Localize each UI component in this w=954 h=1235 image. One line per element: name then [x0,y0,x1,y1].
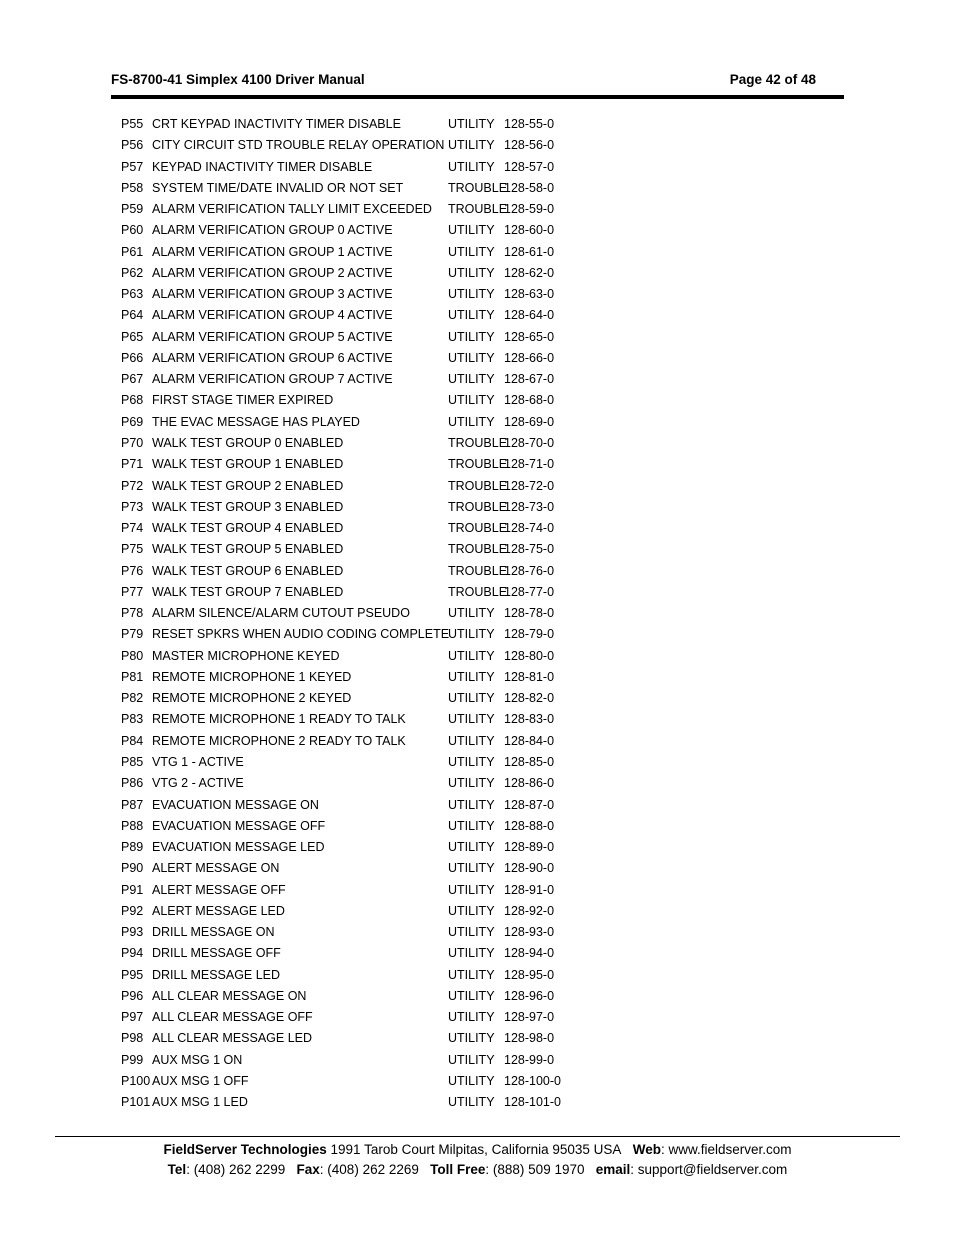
point-description: REMOTE MICROPHONE 2 READY TO TALK [152,733,406,748]
point-address: 128-59-0 [504,202,555,217]
point-type: TROUBLE [448,499,508,514]
point-description: ALARM VERIFICATION GROUP 0 ACTIVE [152,223,393,238]
point-description: DRILL MESSAGE ON [152,925,275,940]
list-item [121,731,641,752]
point-address: 128-64-0 [504,308,555,323]
point-type: TROUBLE [448,180,508,195]
point-address: 128-80-0 [504,648,555,663]
point-address: 128-81-0 [504,669,555,684]
list-item [121,582,641,603]
point-description: DRILL MESSAGE OFF [152,946,281,961]
point-description: EVACUATION MESSAGE LED [152,840,325,855]
point-description: VTG 1 - ACTIVE [152,754,244,769]
point-description: WALK TEST GROUP 3 ENABLED [152,499,344,514]
list-item [121,837,641,858]
list-item [121,327,641,348]
point-address: 128-88-0 [504,818,555,833]
list-item [121,284,641,305]
list-item [121,114,641,135]
list-item [121,1028,641,1049]
point-address: 128-87-0 [504,797,555,812]
point-address: 128-61-0 [504,244,555,259]
list-item [121,1050,641,1071]
point-id: P93 [121,925,144,940]
point-id: P90 [121,861,144,876]
point-address: 128-85-0 [504,754,555,769]
point-type: UTILITY [448,244,495,259]
point-id: P100 [121,1073,151,1088]
point-id: P72 [121,478,144,493]
point-type: UTILITY [448,329,495,344]
point-type: TROUBLE [448,478,508,493]
list-item [121,624,641,645]
point-type: TROUBLE [448,435,508,450]
point-id: P82 [121,691,144,706]
point-description: WALK TEST GROUP 7 ENABLED [152,584,344,599]
point-description: ALARM VERIFICATION GROUP 5 ACTIVE [152,329,393,344]
point-address: 128-83-0 [504,712,555,727]
point-id: P80 [121,648,144,663]
point-id: P87 [121,797,144,812]
point-description: ALARM SILENCE/ALARM CUTOUT PSEUDO [152,606,410,621]
point-address: 128-76-0 [504,563,555,578]
point-type: UTILITY [448,1095,495,1110]
point-type: TROUBLE [448,521,508,536]
document-title: FS-8700-41 Simplex 4100 Driver Manual [111,72,365,87]
point-address: 128-60-0 [504,223,555,238]
point-type: UTILITY [448,712,495,727]
point-id: P77 [121,584,144,599]
list-item [121,518,641,539]
point-id: P62 [121,265,144,280]
point-address: 128-65-0 [504,329,555,344]
point-description: KEYPAD INACTIVITY TIMER DISABLE [152,159,373,174]
point-type: UTILITY [448,946,495,961]
point-id: P74 [121,521,144,536]
point-list [121,114,641,1113]
point-type: UTILITY [448,840,495,855]
list-item [121,943,641,964]
point-address: 128-70-0 [504,435,555,450]
fax-label: Fax [296,1161,320,1177]
point-description: ALARM VERIFICATION TALLY LIMIT EXCEEDED [152,202,432,217]
point-description: AUX MSG 1 ON [152,1052,243,1067]
point-address: 128-69-0 [504,414,555,429]
point-description: EVACUATION MESSAGE OFF [152,818,326,833]
page-number: Page 42 of 48 [729,72,816,87]
list-item [121,752,641,773]
point-description: EVACUATION MESSAGE ON [152,797,319,812]
list-item [121,412,641,433]
list-item [121,157,641,178]
list-item [121,348,641,369]
tel-value: : (408) 262 2299 [186,1161,286,1177]
point-address: 128-89-0 [504,840,555,855]
point-type: TROUBLE [448,457,508,472]
list-item [121,369,641,390]
point-address: 128-90-0 [504,861,555,876]
point-type: UTILITY [448,882,495,897]
list-item [121,433,641,454]
point-id: P79 [121,627,144,642]
web-link[interactable]: : www.fieldserver.com [660,1142,792,1157]
list-item [121,454,641,475]
point-type: UTILITY [448,903,495,918]
point-type: UTILITY [448,1052,495,1067]
point-description: AUX MSG 1 OFF [152,1073,249,1088]
point-id: P68 [121,393,144,408]
point-description: ALERT MESSAGE ON [152,861,280,876]
point-description: WALK TEST GROUP 5 ENABLED [152,542,344,557]
point-id: P75 [121,542,144,557]
tollfree-label: Toll Free [430,1161,486,1177]
point-address: 128-77-0 [504,584,555,599]
point-description: ALARM VERIFICATION GROUP 1 ACTIVE [152,244,393,259]
point-type: UTILITY [448,159,495,174]
point-address: 128-58-0 [504,180,555,195]
tollfree-value: : (888) 509 1970 [485,1161,585,1177]
point-description: SYSTEM TIME/DATE INVALID OR NOT SET [152,180,404,195]
point-type: UTILITY [448,861,495,876]
list-item [121,667,641,688]
point-address: 128-93-0 [504,925,555,940]
point-type: UTILITY [448,648,495,663]
list-item [121,1007,641,1028]
point-type: TROUBLE [448,584,508,599]
point-id: P86 [121,776,144,791]
point-address: 128-79-0 [504,627,555,642]
point-address: 128-57-0 [504,159,555,174]
point-id: P66 [121,350,144,365]
point-type: UTILITY [448,818,495,833]
point-type: TROUBLE [448,542,508,557]
point-type: UTILITY [448,627,495,642]
point-address: 128-62-0 [504,265,555,280]
point-type: UTILITY [448,1073,495,1088]
list-item [121,646,641,667]
point-address: 128-92-0 [504,903,555,918]
point-type: UTILITY [448,669,495,684]
point-id: P71 [121,457,144,472]
point-description: ALL CLEAR MESSAGE LED [152,1031,313,1046]
list-item [121,688,641,709]
point-id: P63 [121,287,144,302]
point-description: ALERT MESSAGE LED [152,903,285,918]
point-address: 128-82-0 [504,691,555,706]
point-description: ALL CLEAR MESSAGE ON [152,988,307,1003]
point-description: WALK TEST GROUP 4 ENABLED [152,521,344,536]
point-description: REMOTE MICROPHONE 2 KEYED [152,691,352,706]
point-description: MASTER MICROPHONE KEYED [152,648,340,663]
list-item [121,858,641,879]
point-type: UTILITY [448,372,495,387]
point-address: 128-97-0 [504,1010,555,1025]
list-item [121,263,641,284]
point-id: P78 [121,606,144,621]
point-id: P97 [121,1010,144,1025]
point-description: ALERT MESSAGE OFF [152,882,286,897]
list-item [121,1071,641,1092]
point-address: 128-86-0 [504,776,555,791]
point-id: P101 [121,1095,151,1110]
point-description: ALL CLEAR MESSAGE OFF [152,1010,313,1025]
list-item [121,178,641,199]
point-address: 128-95-0 [504,967,555,982]
point-description: DRILL MESSAGE LED [152,967,281,982]
point-id: P85 [121,754,144,769]
list-item [121,199,641,220]
point-address: 128-71-0 [504,457,555,472]
list-item [121,220,641,241]
point-description: WALK TEST GROUP 2 ENABLED [152,478,344,493]
list-item [121,135,641,156]
point-description: VTG 2 - ACTIVE [152,776,244,791]
point-address: 128-56-0 [504,138,555,153]
point-description: ALARM VERIFICATION GROUP 6 ACTIVE [152,350,393,365]
list-item [121,965,641,986]
list-item [121,986,641,1007]
point-address: 128-84-0 [504,733,555,748]
point-type: UTILITY [448,988,495,1003]
point-type: UTILITY [448,733,495,748]
point-address: 128-55-0 [504,117,555,131]
point-address: 128-96-0 [504,988,555,1003]
page-footer [55,1140,900,1179]
point-description: ALARM VERIFICATION GROUP 4 ACTIVE [152,308,393,323]
point-id: P99 [121,1052,144,1067]
list-item [121,497,641,518]
point-description: THE EVAC MESSAGE HAS PLAYED [152,414,360,429]
point-address: 128-100-0 [504,1073,561,1088]
list-item [121,539,641,560]
point-type: UTILITY [448,138,495,153]
point-id: P88 [121,818,144,833]
point-type: UTILITY [448,754,495,769]
point-type: UTILITY [448,117,495,131]
footer-divider [55,1136,900,1137]
point-id: P84 [121,733,144,748]
point-type: UTILITY [448,1010,495,1025]
point-address: 128-99-0 [504,1052,555,1067]
point-type: UTILITY [448,393,495,408]
fax-value: : (408) 262 2269 [319,1161,419,1177]
point-address: 128-94-0 [504,946,555,961]
point-id: P83 [121,712,144,727]
point-address: 128-66-0 [504,350,555,365]
list-item [121,795,641,816]
header-divider [111,95,844,99]
list-item [121,816,641,837]
point-type: UTILITY [448,691,495,706]
point-type: UTILITY [448,223,495,238]
point-id: P59 [121,202,144,217]
point-address: 128-73-0 [504,499,555,514]
point-description: ALARM VERIFICATION GROUP 7 ACTIVE [152,372,393,387]
point-id: P67 [121,372,144,387]
point-description: CITY CIRCUIT STD TROUBLE RELAY OPERATION [152,138,445,153]
point-id: P58 [121,180,144,195]
point-description: REMOTE MICROPHONE 1 KEYED [152,669,352,684]
list-item [121,901,641,922]
point-type: TROUBLE [448,202,508,217]
point-id: P89 [121,840,144,855]
list-item [121,390,641,411]
point-id: P94 [121,946,144,961]
point-id: P60 [121,223,144,238]
point-address: 128-98-0 [504,1031,555,1046]
point-description: RESET SPKRS WHEN AUDIO CODING COMPLETE [152,627,450,642]
point-id: P61 [121,244,144,259]
list-item [121,880,641,901]
point-type: UTILITY [448,606,495,621]
point-id: P64 [121,308,144,323]
point-id: P73 [121,499,144,514]
list-item [121,561,641,582]
web-label: Web [632,1142,661,1157]
point-id: P69 [121,414,144,429]
point-description: WALK TEST GROUP 0 ENABLED [152,435,344,450]
point-description: WALK TEST GROUP 1 ENABLED [152,457,344,472]
list-item [121,709,641,730]
point-id: P95 [121,967,144,982]
point-type: UTILITY [448,925,495,940]
list-item [121,1092,641,1113]
point-description: WALK TEST GROUP 6 ENABLED [152,563,344,578]
point-address: 128-91-0 [504,882,555,897]
point-type: UTILITY [448,308,495,323]
point-id: P65 [121,329,144,344]
list-item [121,242,641,263]
point-type: UTILITY [448,287,495,302]
point-id: P70 [121,435,144,450]
email-label: email [595,1161,631,1177]
point-type: UTILITY [448,797,495,812]
point-id: P96 [121,988,144,1003]
point-id: P81 [121,669,144,684]
point-description: CRT KEYPAD INACTIVITY TIMER DISABLE [152,117,401,131]
point-description: ALARM VERIFICATION GROUP 3 ACTIVE [152,287,393,302]
point-type: UTILITY [448,414,495,429]
list-item [121,305,641,326]
point-id: P56 [121,138,144,153]
point-id: P55 [121,117,144,131]
email-link[interactable]: : support@fieldserver.com [630,1161,788,1177]
company-address: 1991 Tarob Court Milpitas, California 95035 USA [326,1142,622,1157]
point-description: AUX MSG 1 LED [152,1095,248,1110]
list-item [121,476,641,497]
point-type: TROUBLE [448,563,508,578]
point-id: P92 [121,903,144,918]
point-type: UTILITY [448,967,495,982]
point-id: P57 [121,159,144,174]
page-header [111,72,816,92]
company-name: FieldServer Technologies [163,1142,327,1157]
point-description: FIRST STAGE TIMER EXPIRED [152,393,334,408]
point-address: 128-78-0 [504,606,555,621]
point-address: 128-74-0 [504,521,555,536]
list-item [121,773,641,794]
point-type: UTILITY [448,1031,495,1046]
point-address: 128-75-0 [504,542,555,557]
point-id: P91 [121,882,144,897]
footer-line-1 [55,1140,900,1160]
point-description: REMOTE MICROPHONE 1 READY TO TALK [152,712,406,727]
list-item [121,603,641,624]
point-address: 128-63-0 [504,287,555,302]
point-address: 128-67-0 [504,372,555,387]
list-item [121,922,641,943]
point-id: P76 [121,563,144,578]
point-type: UTILITY [448,265,495,280]
point-address: 128-72-0 [504,478,555,493]
point-address: 128-101-0 [504,1095,561,1110]
point-type: UTILITY [448,776,495,791]
footer-line-2 [55,1160,900,1180]
point-type: UTILITY [448,350,495,365]
point-address: 128-68-0 [504,393,555,408]
point-description: ALARM VERIFICATION GROUP 2 ACTIVE [152,265,393,280]
point-id: P98 [121,1031,144,1046]
tel-label: Tel [167,1161,187,1177]
